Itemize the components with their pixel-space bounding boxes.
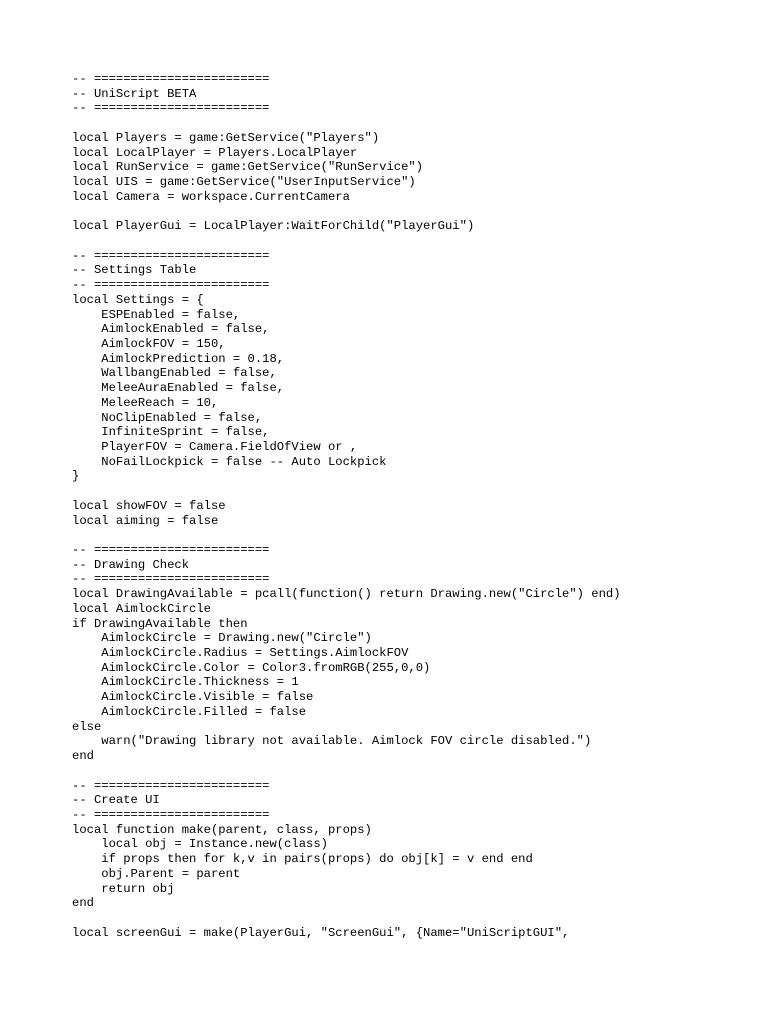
code-line: PlayerFOV = Camera.FieldOfView or , <box>72 439 358 454</box>
code-line <box>72 528 732 543</box>
code-line <box>72 484 732 499</box>
code-line: NoFailLockpick = false -- Auto Lockpick <box>72 454 387 469</box>
code-line: MeleeReach = 10, <box>72 395 219 410</box>
code-line: -- Settings Table <box>72 263 197 278</box>
code-line: AimlockCircle.Visible = false <box>72 690 314 705</box>
code-line: local Players = game:GetService("Players") <box>72 130 380 145</box>
code-line: AimlockFOV = 150, <box>72 336 226 351</box>
code-line: local function make(parent, class, props) <box>72 822 372 837</box>
code-line: -- ======================== <box>72 278 270 293</box>
code-line: AimlockPrediction = 0.18, <box>72 351 285 366</box>
code-line: local AimlockCircle <box>72 601 211 616</box>
code-line: } <box>72 469 80 484</box>
code-listing <box>72 72 732 940</box>
code-line: AimlockCircle.Filled = false <box>72 704 307 719</box>
code-line: else <box>72 719 102 734</box>
code-line: -- ======================== <box>72 248 270 263</box>
code-line: -- ======================== <box>72 778 270 793</box>
code-line: local Settings = { <box>72 292 204 307</box>
code-line: local aiming = false <box>72 513 219 528</box>
code-line: AimlockEnabled = false, <box>72 322 270 337</box>
code-line: AimlockCircle.Thickness = 1 <box>72 675 299 690</box>
code-line: local obj = Instance.new(class) <box>72 837 328 852</box>
code-line: local screenGui = make(PlayerGui, "ScreenGui", {Name="UniScriptGUI", <box>72 925 570 940</box>
code-line: InfiniteSprint = false, <box>72 425 270 440</box>
code-line: if props then for k,v in pairs(props) do obj[k] = v end end <box>72 852 533 867</box>
code-line <box>72 234 732 249</box>
code-line: local showFOV = false <box>72 498 226 513</box>
code-line: -- ======================== <box>72 72 270 86</box>
code-line: local Camera = workspace.CurrentCamera <box>72 189 350 204</box>
code-line: -- ======================== <box>72 101 270 116</box>
code-line: -- ======================== <box>72 807 270 822</box>
code-line: WallbangEnabled = false, <box>72 366 277 381</box>
code-line: end <box>72 749 94 764</box>
code-line: local PlayerGui = LocalPlayer:WaitForChild("PlayerGui") <box>72 219 475 234</box>
code-line: AimlockCircle.Color = Color3.fromRGB(255,0,0) <box>72 660 431 675</box>
code-line: -- ======================== <box>72 572 270 587</box>
code-line: -- ======================== <box>72 543 270 557</box>
code-line: warn("Drawing library not available. Aimlock FOV circle disabled.") <box>72 734 592 749</box>
code-line: if DrawingAvailable then <box>72 616 248 631</box>
code-line: end <box>72 896 94 911</box>
code-line: AimlockCircle.Radius = Settings.AimlockFOV <box>72 646 409 661</box>
code-line: local DrawingAvailable = pcall(function() return Drawing.new("Circle") end) <box>72 587 621 602</box>
code-line: -- Drawing Check <box>72 557 190 572</box>
code-line: MeleeAuraEnabled = false, <box>72 381 285 396</box>
code-line: -- UniScript BETA <box>72 86 197 101</box>
code-line <box>72 764 732 779</box>
code-line: -- Create UI <box>72 793 160 808</box>
code-line <box>72 204 732 219</box>
code-line: local RunService = game:GetService("RunService") <box>72 160 424 175</box>
code-line: return obj <box>72 881 175 896</box>
code-line: local UIS = game:GetService("UserInputService") <box>72 175 416 190</box>
code-line: NoClipEnabled = false, <box>72 410 263 425</box>
code-line: AimlockCircle = Drawing.new("Circle") <box>72 631 372 646</box>
code-line: ESPEnabled = false, <box>72 307 241 322</box>
code-line <box>72 116 732 131</box>
code-line <box>72 911 732 926</box>
code-line: obj.Parent = parent <box>72 866 241 881</box>
code-line: local LocalPlayer = Players.LocalPlayer <box>72 145 358 160</box>
